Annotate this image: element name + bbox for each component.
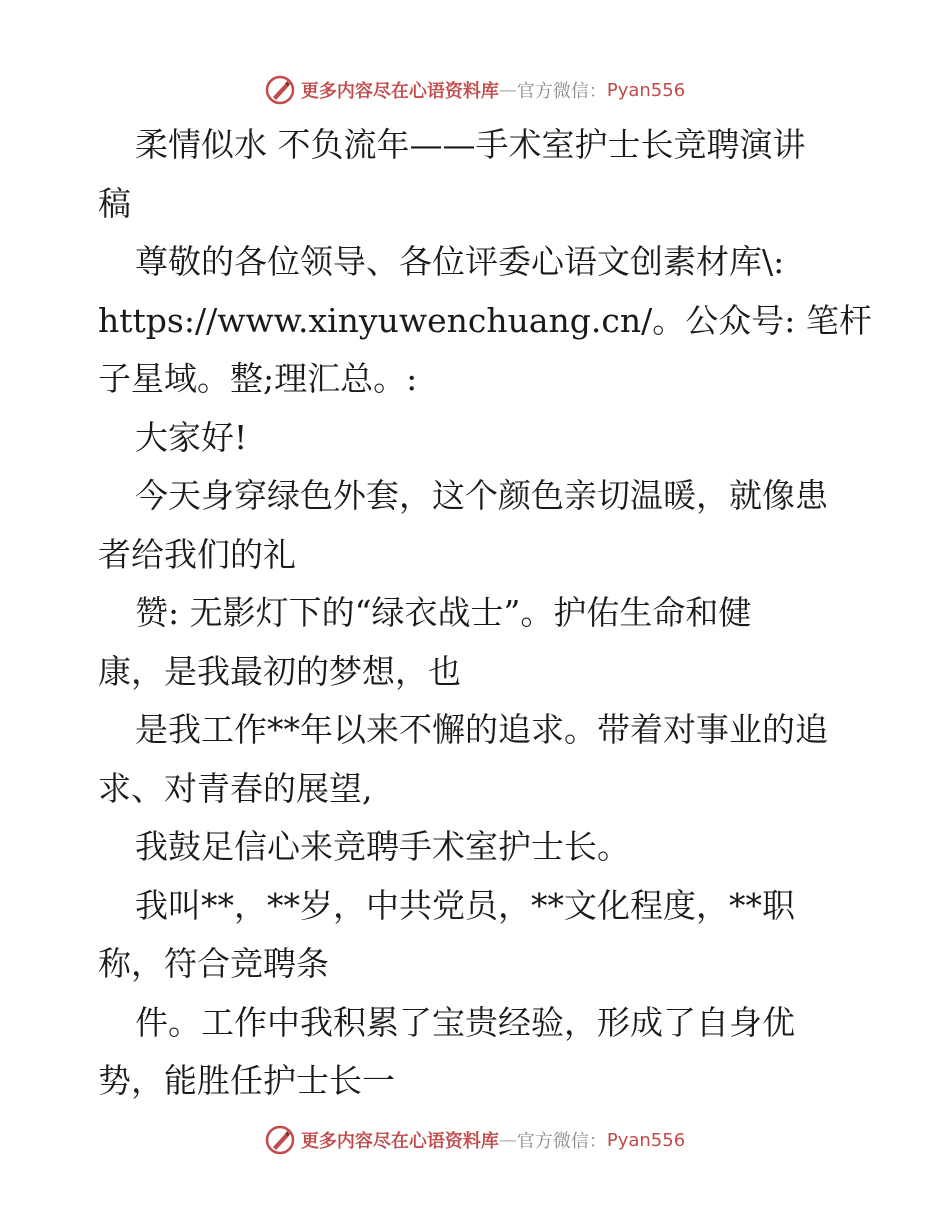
header-banner-main: 更多内容尽在心语资料库 bbox=[300, 81, 499, 102]
text-line: 是我工作**年以来不懈的追求。带着对事业的追 bbox=[135, 710, 828, 749]
document-body bbox=[98, 116, 872, 1111]
text-line: 者给我们的礼 bbox=[98, 534, 296, 574]
text-line: 我叫**，**岁，中共党员，**文化程度，**职 bbox=[135, 885, 795, 925]
header-banner-sub: 官方微信： bbox=[516, 81, 607, 102]
footer-banner-handle: Pyan556 bbox=[606, 1129, 686, 1151]
pen-logo-icon bbox=[265, 75, 295, 105]
text-line: 件。工作中我积累了宝贵经验，形成了自身优 bbox=[135, 1002, 795, 1042]
header-banner-separator: — bbox=[498, 79, 517, 101]
text-line: 子星域。整;理汇总。: bbox=[98, 359, 418, 398]
text-line: 势，能胜任护士长一 bbox=[98, 1061, 395, 1100]
footer-banner-separator: — bbox=[498, 1129, 517, 1151]
header-banner bbox=[0, 70, 950, 110]
text-line: 尊敬的各位领导、各位评委心语文创素材库\: bbox=[135, 242, 785, 281]
text-line: 称，符合竞聘条 bbox=[98, 944, 329, 983]
text-line: 我鼓足信心来竞聘手术室护士长。 bbox=[135, 827, 630, 866]
footer-banner-main: 更多内容尽在心语资料库 bbox=[300, 1131, 499, 1152]
text-line: 求、对青春的展望, bbox=[98, 768, 373, 808]
text-line: 柔情似水 不负流年——手术室护士长竞聘演讲 bbox=[135, 125, 806, 164]
text-line: 赞: 无影灯下的“绿衣战士”。护佑生命和健 bbox=[135, 593, 752, 632]
pen-logo-icon bbox=[265, 1125, 295, 1155]
footer-banner bbox=[0, 1120, 950, 1160]
text-line: 今天身穿绿色外套，这个颜色亲切温暖，就像患 bbox=[135, 476, 828, 515]
text-line: https://www.xinyuwenchuang.cn/。公众号: 笔杆 bbox=[98, 300, 872, 340]
footer-banner-sub: 官方微信： bbox=[516, 1131, 607, 1152]
header-banner-handle: Pyan556 bbox=[606, 79, 686, 101]
text-line: 稿 bbox=[98, 183, 131, 223]
text-line: 康，是我最初的梦想，也 bbox=[98, 651, 461, 691]
text-line: 大家好! bbox=[135, 417, 248, 457]
